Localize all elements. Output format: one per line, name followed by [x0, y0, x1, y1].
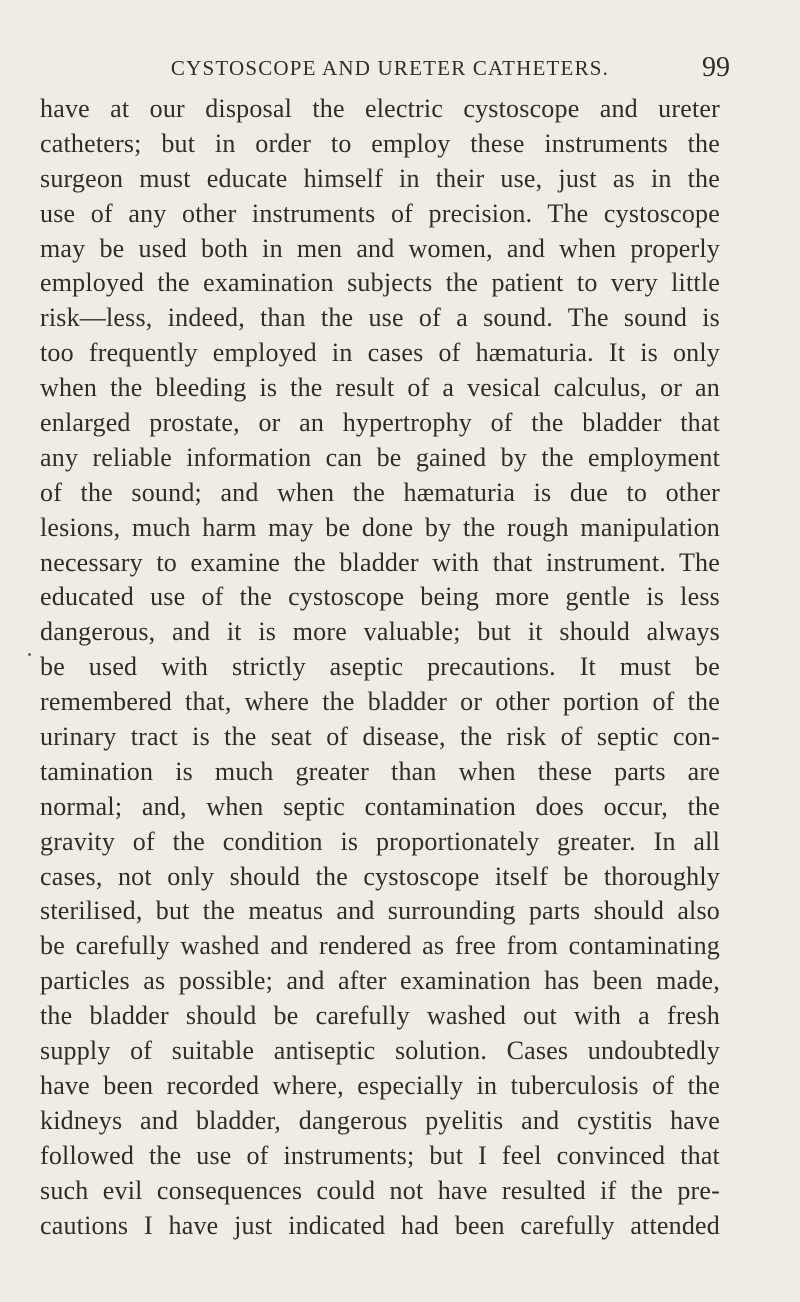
paper-speck [28, 653, 31, 656]
text-line: use of any other instruments of precision. The cystoscope [40, 198, 720, 228]
text-line: of the sound; and when the hæmaturia is due to other [40, 477, 720, 507]
text-line: particles as possible; and after examination has been made, [40, 966, 720, 996]
text-line: cautions I have just indicated had been carefully attended [40, 1210, 720, 1240]
text-line: employed the examination subjects the patient to very little [40, 268, 720, 298]
text-line: sterilised, but the meatus and surrounding parts should also [40, 896, 720, 926]
text-line: followed the use of instruments; but I feel convinced that [40, 1140, 720, 1170]
running-head [90, 52, 730, 88]
text-line: remembered that, where the bladder or other portion of the [40, 687, 720, 717]
text-line: lesions, much harm may be done by the rough manipulation [40, 512, 720, 542]
text-line: cases, not only should the cystoscope itself be thoroughly [40, 861, 720, 891]
text-line: such evil consequences could not have resulted if the pre- [40, 1175, 720, 1205]
text-line: may be used both in men and women, and when properly [40, 233, 720, 263]
text-line: have at our disposal the electric cystoscope and ureter [40, 94, 720, 123]
text-line: when the bleeding is the result of a vesical calculus, or an [40, 373, 720, 403]
text-line: necessary to examine the bladder with that instrument. The [40, 547, 720, 577]
text-line: educated use of the cystoscope being more gentle is less [40, 582, 720, 612]
text-line: be carefully washed and rendered as free from contaminating [40, 931, 720, 961]
text-line: kidneys and bladder, dangerous pyelitis and cystitis have [40, 1105, 720, 1135]
text-line: enlarged prostate, or an hypertrophy of the bladder that [40, 408, 720, 438]
text-line: have been recorded where, especially in tuberculosis of the [40, 1070, 720, 1100]
text-line: dangerous, and it is more valuable; but it should always [40, 617, 720, 647]
text-line: the bladder should be carefully washed out with a fresh [40, 1001, 720, 1031]
text-line: catheters; but in order to employ these instruments the [40, 128, 720, 158]
text-line: tamination is much greater than when these parts are [40, 756, 720, 786]
text-line: risk—less, indeed, than the use of a sound. The sound is [40, 303, 720, 333]
body-paragraph [40, 92, 720, 1243]
text-line: normal; and, when septic contamination does occur, the [40, 791, 720, 821]
text-line: surgeon must educate himself in their use, just as in the [40, 163, 720, 193]
text-line: be used with strictly aseptic precautions. It must be [40, 652, 720, 682]
text-line: too frequently employed in cases of hæmaturia. It is only [40, 338, 720, 368]
text-line: any reliable information can be gained by the employment [40, 442, 720, 472]
page-number: 99 [702, 52, 730, 83]
text-line: urinary tract is the seat of disease, the risk of septic con- [40, 722, 720, 752]
text-line: gravity of the condition is proportionately greater. In all [40, 826, 720, 856]
text-line: supply of suitable antiseptic solution. Cases undoubtedly [40, 1036, 720, 1066]
running-title: CYSTOSCOPE AND URETER CATHETERS. [170, 56, 610, 80]
